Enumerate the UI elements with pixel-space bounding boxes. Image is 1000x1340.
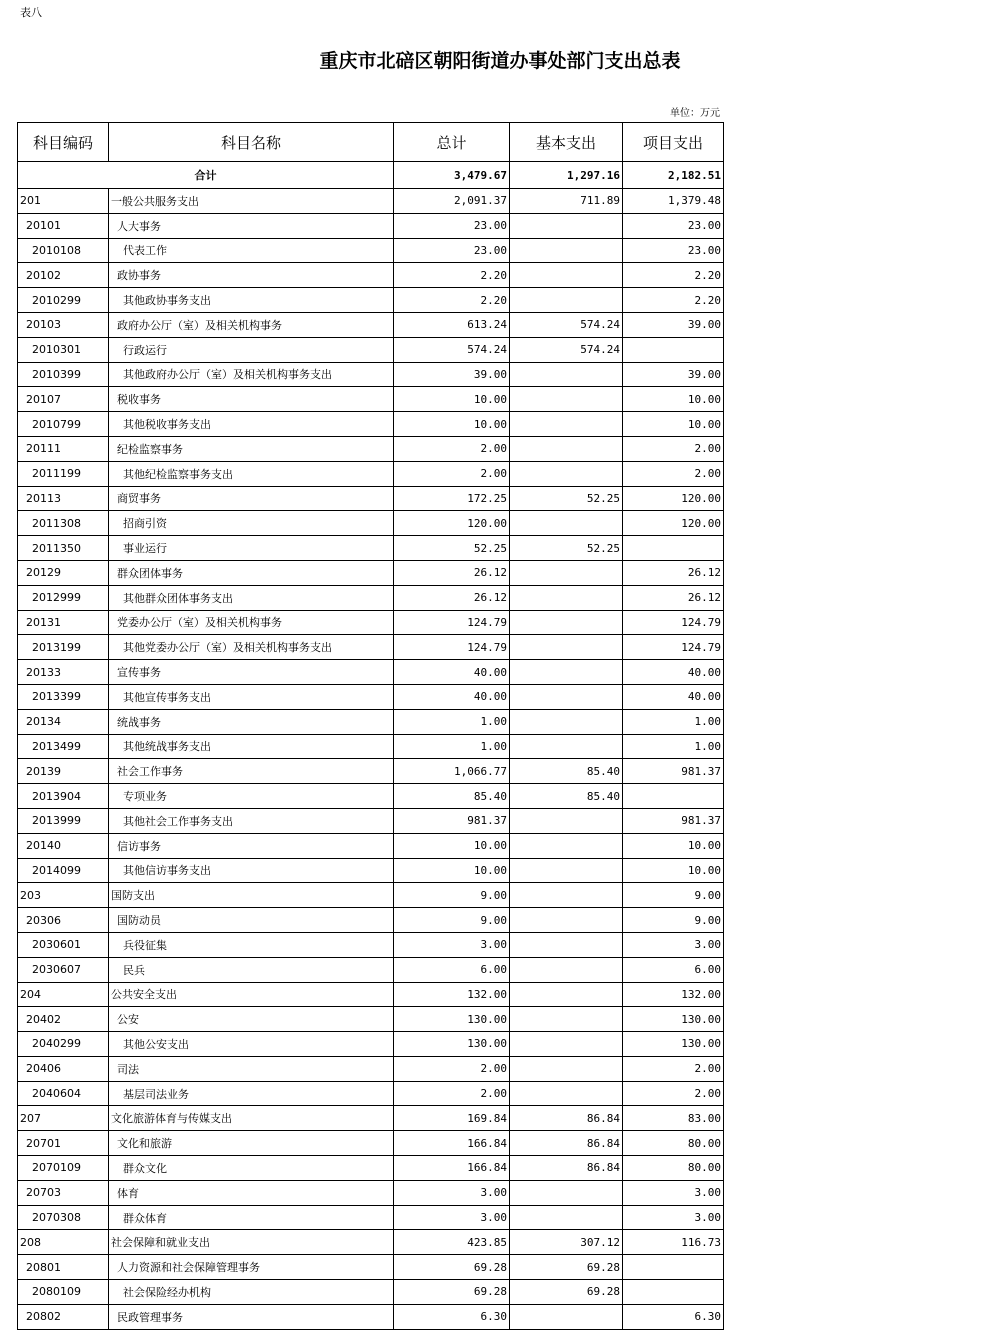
- row-basic: [510, 932, 623, 957]
- table-row: [18, 759, 724, 784]
- row-total: 40.00: [394, 660, 510, 685]
- row-code: 2010399: [18, 362, 109, 387]
- row-code: 2010799: [18, 412, 109, 437]
- row-total: 2.20: [394, 263, 510, 288]
- page-title: 重庆市北碚区朝阳街道办事处部门支出总表: [319, 50, 681, 72]
- row-name: 民兵: [109, 957, 394, 982]
- row-name: 其他税收事务支出: [109, 412, 394, 437]
- row-total: 124.79: [394, 610, 510, 635]
- row-code: 2030607: [18, 957, 109, 982]
- row-total: 26.12: [394, 560, 510, 585]
- row-name: 公安: [109, 1007, 394, 1032]
- row-code: 2040604: [18, 1081, 109, 1106]
- row-code: 20102: [18, 263, 109, 288]
- row-code: 20103: [18, 312, 109, 337]
- row-total: 124.79: [394, 635, 510, 660]
- row-basic: 86.84: [510, 1131, 623, 1156]
- row-code: 2010299: [18, 288, 109, 313]
- row-basic: [510, 412, 623, 437]
- row-code: 2070308: [18, 1205, 109, 1230]
- row-total: 3.00: [394, 932, 510, 957]
- row-code: 20111: [18, 436, 109, 461]
- row-project: 124.79: [623, 635, 724, 660]
- row-basic: 52.25: [510, 486, 623, 511]
- row-project: 1.00: [623, 734, 724, 759]
- table-row: [18, 808, 724, 833]
- table-row: [18, 436, 724, 461]
- table-row: [18, 1180, 724, 1205]
- row-code: 2012999: [18, 585, 109, 610]
- row-total: 2.20: [394, 288, 510, 313]
- row-code: 20406: [18, 1056, 109, 1081]
- row-project: 124.79: [623, 610, 724, 635]
- row-code: 20139: [18, 759, 109, 784]
- row-basic: [510, 387, 623, 412]
- row-name: 税收事务: [109, 387, 394, 412]
- row-basic: [510, 908, 623, 933]
- row-name: 商贸事务: [109, 486, 394, 511]
- row-code: 204: [18, 982, 109, 1007]
- row-code: 20133: [18, 660, 109, 685]
- row-project: 39.00: [623, 362, 724, 387]
- row-project: 116.73: [623, 1230, 724, 1255]
- table-row: [18, 957, 724, 982]
- row-total: 9.00: [394, 883, 510, 908]
- row-project: 6.30: [623, 1304, 724, 1329]
- row-code: 2014099: [18, 858, 109, 883]
- row-code: 2010108: [18, 238, 109, 263]
- row-project: [623, 784, 724, 809]
- total-row: [18, 162, 724, 189]
- row-name: 文化和旅游: [109, 1131, 394, 1156]
- row-project: 80.00: [623, 1156, 724, 1181]
- row-project: [623, 536, 724, 561]
- row-total: 3.00: [394, 1205, 510, 1230]
- table-row: [18, 1056, 724, 1081]
- row-name: 人力资源和社会保障管理事务: [109, 1255, 394, 1280]
- table-row: [18, 1131, 724, 1156]
- table-row: [18, 833, 724, 858]
- row-basic: 86.84: [510, 1156, 623, 1181]
- table-row: [18, 908, 724, 933]
- table-row: [18, 1230, 724, 1255]
- row-code: 2011350: [18, 536, 109, 561]
- row-code: 2011199: [18, 461, 109, 486]
- row-basic: [510, 1180, 623, 1205]
- row-basic: [510, 883, 623, 908]
- row-name: 政府办公厅（室）及相关机构事务: [109, 312, 394, 337]
- row-project: 130.00: [623, 1032, 724, 1057]
- table-row: [18, 387, 724, 412]
- row-code: 20129: [18, 560, 109, 585]
- row-project: 120.00: [623, 511, 724, 536]
- row-basic: 574.24: [510, 337, 623, 362]
- row-name: 其他社会工作事务支出: [109, 808, 394, 833]
- row-basic: 85.40: [510, 784, 623, 809]
- row-basic: [510, 635, 623, 660]
- row-basic: 69.28: [510, 1255, 623, 1280]
- row-basic: 307.12: [510, 1230, 623, 1255]
- row-project: 2.00: [623, 1081, 724, 1106]
- row-basic: [510, 858, 623, 883]
- row-code: 20113: [18, 486, 109, 511]
- table-row: [18, 1032, 724, 1057]
- row-basic: [510, 709, 623, 734]
- row-project: 9.00: [623, 908, 724, 933]
- row-name: 司法: [109, 1056, 394, 1081]
- row-project: 981.37: [623, 759, 724, 784]
- header-code: 科目编码: [18, 123, 109, 162]
- row-code: 2013999: [18, 808, 109, 833]
- row-code: 20802: [18, 1304, 109, 1329]
- header-row: [18, 123, 724, 162]
- row-project: 3.00: [623, 1205, 724, 1230]
- row-total: 23.00: [394, 213, 510, 238]
- row-name: 群众团体事务: [109, 560, 394, 585]
- row-total: 2,091.37: [394, 189, 510, 214]
- row-code: 2080109: [18, 1280, 109, 1305]
- table-row: [18, 709, 724, 734]
- row-total: 39.00: [394, 362, 510, 387]
- row-project: 40.00: [623, 660, 724, 685]
- row-total: 1.00: [394, 734, 510, 759]
- expenditure-table: [17, 122, 724, 1330]
- row-name: 其他公安支出: [109, 1032, 394, 1057]
- table-row: [18, 784, 724, 809]
- row-name: 民政管理事务: [109, 1304, 394, 1329]
- row-name: 招商引资: [109, 511, 394, 536]
- row-total: 52.25: [394, 536, 510, 561]
- row-basic: [510, 1205, 623, 1230]
- header-total: 总计: [394, 123, 510, 162]
- row-total: 130.00: [394, 1007, 510, 1032]
- row-basic: [510, 585, 623, 610]
- row-name: 基层司法业务: [109, 1081, 394, 1106]
- row-total: 10.00: [394, 387, 510, 412]
- row-basic: 52.25: [510, 536, 623, 561]
- row-total: 26.12: [394, 585, 510, 610]
- row-total: 10.00: [394, 833, 510, 858]
- row-basic: [510, 461, 623, 486]
- row-project: [623, 1280, 724, 1305]
- row-total: 166.84: [394, 1156, 510, 1181]
- row-total: 85.40: [394, 784, 510, 809]
- row-project: 1.00: [623, 709, 724, 734]
- row-basic: [510, 982, 623, 1007]
- table-row: [18, 1106, 724, 1131]
- table-row: [18, 734, 724, 759]
- row-code: 20131: [18, 610, 109, 635]
- row-total: 130.00: [394, 1032, 510, 1057]
- row-name: 其他群众团体事务支出: [109, 585, 394, 610]
- row-basic: [510, 610, 623, 635]
- row-project: 132.00: [623, 982, 724, 1007]
- table-row: [18, 486, 724, 511]
- row-basic: [510, 1056, 623, 1081]
- row-basic: [510, 1304, 623, 1329]
- row-basic: 69.28: [510, 1280, 623, 1305]
- row-name: 代表工作: [109, 238, 394, 263]
- row-name: 专项业务: [109, 784, 394, 809]
- row-basic: 85.40: [510, 759, 623, 784]
- row-total: 2.00: [394, 436, 510, 461]
- row-total: 1.00: [394, 709, 510, 734]
- row-name: 社会保险经办机构: [109, 1280, 394, 1305]
- row-code: 207: [18, 1106, 109, 1131]
- row-name: 人大事务: [109, 213, 394, 238]
- row-total: 40.00: [394, 684, 510, 709]
- row-total: 423.85: [394, 1230, 510, 1255]
- row-code: 2011308: [18, 511, 109, 536]
- row-total: 3.00: [394, 1180, 510, 1205]
- row-total: 10.00: [394, 858, 510, 883]
- row-total: 2.00: [394, 1081, 510, 1106]
- row-code: 203: [18, 883, 109, 908]
- row-total: 69.28: [394, 1255, 510, 1280]
- row-project: 130.00: [623, 1007, 724, 1032]
- row-name: 统战事务: [109, 709, 394, 734]
- row-code: 2013904: [18, 784, 109, 809]
- row-project: 26.12: [623, 585, 724, 610]
- row-project: [623, 1255, 724, 1280]
- table-row: [18, 883, 724, 908]
- unit-label: 单位：万元: [670, 108, 720, 119]
- row-project: 40.00: [623, 684, 724, 709]
- row-code: 20801: [18, 1255, 109, 1280]
- row-code: 2070109: [18, 1156, 109, 1181]
- row-total: 574.24: [394, 337, 510, 362]
- table-row: [18, 213, 724, 238]
- total-sum: 3,479.67: [394, 162, 510, 189]
- row-name: 政协事务: [109, 263, 394, 288]
- row-basic: [510, 957, 623, 982]
- row-name: 其他统战事务支出: [109, 734, 394, 759]
- row-name: 文化旅游体育与传媒支出: [109, 1106, 394, 1131]
- row-name: 纪检监察事务: [109, 436, 394, 461]
- table-row: [18, 1205, 724, 1230]
- table-row: [18, 858, 724, 883]
- row-project: 2.00: [623, 1056, 724, 1081]
- row-total: 6.30: [394, 1304, 510, 1329]
- row-project: 80.00: [623, 1131, 724, 1156]
- row-name: 其他信访事务支出: [109, 858, 394, 883]
- row-code: 20701: [18, 1131, 109, 1156]
- row-project: 23.00: [623, 238, 724, 263]
- row-code: 2030601: [18, 932, 109, 957]
- table-row: [18, 660, 724, 685]
- row-total: 613.24: [394, 312, 510, 337]
- row-code: 201: [18, 189, 109, 214]
- row-total: 23.00: [394, 238, 510, 263]
- row-name: 群众体育: [109, 1205, 394, 1230]
- row-total: 2.00: [394, 461, 510, 486]
- total-label: 合计: [18, 162, 394, 189]
- row-name: 群众文化: [109, 1156, 394, 1181]
- row-total: 10.00: [394, 412, 510, 437]
- row-project: 23.00: [623, 213, 724, 238]
- row-total: 166.84: [394, 1131, 510, 1156]
- table-row: [18, 312, 724, 337]
- row-basic: [510, 238, 623, 263]
- row-project: 2.20: [623, 263, 724, 288]
- row-project: 6.00: [623, 957, 724, 982]
- table-row: [18, 982, 724, 1007]
- table-row: [18, 1255, 724, 1280]
- header-project: 项目支出: [623, 123, 724, 162]
- table-row: [18, 610, 724, 635]
- row-basic: [510, 362, 623, 387]
- row-total: 2.00: [394, 1056, 510, 1081]
- row-code: 20306: [18, 908, 109, 933]
- row-project: [623, 337, 724, 362]
- row-name: 事业运行: [109, 536, 394, 561]
- table-row: [18, 1007, 724, 1032]
- row-project: 10.00: [623, 412, 724, 437]
- row-code: 20140: [18, 833, 109, 858]
- row-basic: [510, 684, 623, 709]
- header-name: 科目名称: [109, 123, 394, 162]
- row-name: 社会工作事务: [109, 759, 394, 784]
- table-row: [18, 1081, 724, 1106]
- table-header: [18, 123, 724, 162]
- table-row: [18, 511, 724, 536]
- row-total: 69.28: [394, 1280, 510, 1305]
- row-total: 169.84: [394, 1106, 510, 1131]
- table-row: [18, 189, 724, 214]
- row-project: 39.00: [623, 312, 724, 337]
- row-name: 其他政府办公厅（室）及相关机构事务支出: [109, 362, 394, 387]
- row-code: 20703: [18, 1180, 109, 1205]
- row-project: 3.00: [623, 932, 724, 957]
- row-project: 10.00: [623, 833, 724, 858]
- table-row: [18, 1156, 724, 1181]
- table-number-label: 表八: [20, 6, 42, 19]
- table-row: [18, 1304, 724, 1329]
- row-name: 公共安全支出: [109, 982, 394, 1007]
- row-code: 208: [18, 1230, 109, 1255]
- row-total: 1,066.77: [394, 759, 510, 784]
- row-project: 10.00: [623, 858, 724, 883]
- row-project: 2.20: [623, 288, 724, 313]
- row-project: 10.00: [623, 387, 724, 412]
- table-row: [18, 684, 724, 709]
- table-row: [18, 362, 724, 387]
- row-basic: [510, 213, 623, 238]
- row-project: 83.00: [623, 1106, 724, 1131]
- table-row: [18, 238, 724, 263]
- table-row: [18, 932, 724, 957]
- row-basic: [510, 263, 623, 288]
- row-code: 2013399: [18, 684, 109, 709]
- row-name: 国防支出: [109, 883, 394, 908]
- row-project: 120.00: [623, 486, 724, 511]
- row-total: 6.00: [394, 957, 510, 982]
- row-name: 其他党委办公厅（室）及相关机构事务支出: [109, 635, 394, 660]
- row-code: 2013499: [18, 734, 109, 759]
- table-row: [18, 635, 724, 660]
- row-name: 国防动员: [109, 908, 394, 933]
- row-name: 其他纪检监察事务支出: [109, 461, 394, 486]
- row-code: 20101: [18, 213, 109, 238]
- row-basic: [510, 288, 623, 313]
- table-row: [18, 263, 724, 288]
- row-total: 132.00: [394, 982, 510, 1007]
- row-code: 20107: [18, 387, 109, 412]
- table-row: [18, 1280, 724, 1305]
- row-name: 宣传事务: [109, 660, 394, 685]
- row-basic: [510, 808, 623, 833]
- row-total: 172.25: [394, 486, 510, 511]
- row-basic: [510, 511, 623, 536]
- row-name: 体育: [109, 1180, 394, 1205]
- row-total: 981.37: [394, 808, 510, 833]
- row-basic: [510, 734, 623, 759]
- row-total: 9.00: [394, 908, 510, 933]
- row-basic: 86.84: [510, 1106, 623, 1131]
- table-row: [18, 412, 724, 437]
- table-row: [18, 536, 724, 561]
- row-project: 26.12: [623, 560, 724, 585]
- row-name: 党委办公厅（室）及相关机构事务: [109, 610, 394, 635]
- row-name: 其他政协事务支出: [109, 288, 394, 313]
- row-project: 981.37: [623, 808, 724, 833]
- row-name: 行政运行: [109, 337, 394, 362]
- table-row: [18, 461, 724, 486]
- row-basic: [510, 833, 623, 858]
- row-basic: [510, 1081, 623, 1106]
- row-name: 社会保障和就业支出: [109, 1230, 394, 1255]
- row-code: 2040299: [18, 1032, 109, 1057]
- header-basic: 基本支出: [510, 123, 623, 162]
- row-name: 一般公共服务支出: [109, 189, 394, 214]
- row-basic: [510, 660, 623, 685]
- row-project: 2.00: [623, 436, 724, 461]
- table-row: [18, 560, 724, 585]
- row-code: 20134: [18, 709, 109, 734]
- row-basic: [510, 436, 623, 461]
- table-row: [18, 585, 724, 610]
- row-name: 兵役征集: [109, 932, 394, 957]
- row-basic: 711.89: [510, 189, 623, 214]
- row-basic: [510, 1007, 623, 1032]
- row-basic: 574.24: [510, 312, 623, 337]
- row-project: 1,379.48: [623, 189, 724, 214]
- table-body: [18, 189, 724, 1330]
- row-project: 3.00: [623, 1180, 724, 1205]
- row-code: 2013199: [18, 635, 109, 660]
- row-project: 9.00: [623, 883, 724, 908]
- row-code: 20402: [18, 1007, 109, 1032]
- total-project: 2,182.51: [623, 162, 724, 189]
- row-basic: [510, 1032, 623, 1057]
- row-code: 2010301: [18, 337, 109, 362]
- total-basic: 1,297.16: [510, 162, 623, 189]
- row-name: 其他宣传事务支出: [109, 684, 394, 709]
- table-row: [18, 337, 724, 362]
- table-row: [18, 288, 724, 313]
- row-project: 2.00: [623, 461, 724, 486]
- row-basic: [510, 560, 623, 585]
- row-name: 信访事务: [109, 833, 394, 858]
- row-total: 120.00: [394, 511, 510, 536]
